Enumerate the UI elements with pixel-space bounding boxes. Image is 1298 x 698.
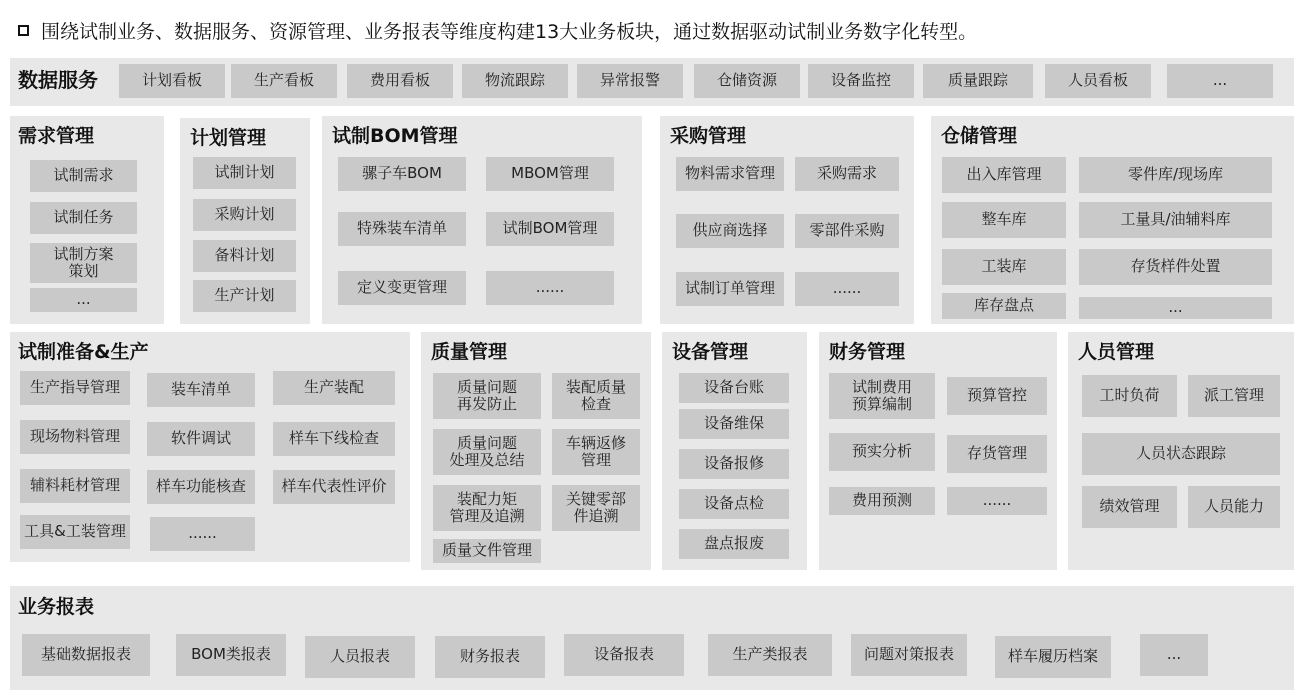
panel-title-finance: 财务管理 xyxy=(829,341,906,363)
quality-item: 质量问题 处理及总结 xyxy=(433,429,541,475)
warehouse-item: 整车库 xyxy=(942,202,1066,238)
report-item: 问题对策报表 xyxy=(851,634,967,676)
plan-item: 试制计划 xyxy=(193,157,296,189)
heading-text: 围绕试制业务、数据服务、资源管理、业务报表等维度构建13大业务板块，通过数据驱动试制业务数字化转型。 xyxy=(41,20,978,43)
purchase-item: 物料需求管理 xyxy=(676,157,784,191)
warehouse-item: 存货样件处置 xyxy=(1079,249,1272,285)
data-service-item: 计划看板 xyxy=(119,64,225,98)
bom-item: MBOM管理 xyxy=(486,157,614,191)
panel-title-plan: 计划管理 xyxy=(190,127,267,149)
personnel-item: 派工管理 xyxy=(1188,375,1280,417)
report-item: 基础数据报表 xyxy=(22,634,150,676)
report-item: 人员报表 xyxy=(305,636,415,678)
data-service-item: 费用看板 xyxy=(347,64,453,98)
quality-item: 装配质量 检查 xyxy=(552,373,640,419)
production-item: 装车清单 xyxy=(147,373,255,407)
warehouse-item: 工装库 xyxy=(942,249,1066,285)
panel-title-warehouse: 仓储管理 xyxy=(941,125,1018,147)
report-item: ... xyxy=(1140,634,1208,676)
warehouse-item: 出入库管理 xyxy=(942,157,1066,193)
plan-item: 生产计划 xyxy=(193,280,296,312)
demand-item: ... xyxy=(30,288,137,312)
finance-item: 预实分析 xyxy=(829,433,935,471)
data-service-item: 仓储资源 xyxy=(694,64,800,98)
production-item: 软件调试 xyxy=(147,422,255,456)
demand-item: 试制任务 xyxy=(30,202,137,234)
bom-item: ...... xyxy=(486,271,614,305)
purchase-item: 供应商选择 xyxy=(676,214,784,248)
warehouse-item: ... xyxy=(1079,297,1272,319)
warehouse-item: 库存盘点 xyxy=(942,293,1066,319)
report-item: 财务报表 xyxy=(435,636,545,678)
warehouse-item: 工量具/油辅料库 xyxy=(1079,202,1272,238)
purchase-item: ...... xyxy=(795,272,899,306)
quality-item: 装配力矩 管理及追溯 xyxy=(433,485,541,531)
bom-item: 试制BOM管理 xyxy=(486,212,614,246)
panel-title-reports: 业务报表 xyxy=(18,596,95,618)
equipment-item: 设备点检 xyxy=(679,489,789,519)
production-item: ...... xyxy=(150,517,255,551)
data-service-item: 物流跟踪 xyxy=(462,64,568,98)
report-item: 设备报表 xyxy=(564,634,684,676)
data-service-item: 人员看板 xyxy=(1045,64,1151,98)
demand-item: 试制需求 xyxy=(30,160,137,192)
report-item: 生产类报表 xyxy=(708,634,832,676)
panel-title-equipment: 设备管理 xyxy=(672,341,749,363)
equipment-item: 设备维保 xyxy=(679,409,789,439)
panel-title-bom: 试制BOM管理 xyxy=(332,125,458,147)
production-item: 工具&工装管理 xyxy=(20,515,130,549)
personnel-item: 人员状态跟踪 xyxy=(1082,433,1280,475)
plan-item: 采购计划 xyxy=(193,199,296,231)
report-item: BOM类报表 xyxy=(176,634,286,676)
finance-item: 存货管理 xyxy=(947,435,1047,473)
data-service-item: 生产看板 xyxy=(231,64,337,98)
bom-item: 定义变更管理 xyxy=(338,271,466,305)
bom-item: 骡子车BOM xyxy=(338,157,466,191)
panel-title-personnel: 人员管理 xyxy=(1078,341,1155,363)
personnel-item: 人员能力 xyxy=(1188,486,1280,528)
bom-item: 特殊装车清单 xyxy=(338,212,466,246)
finance-item: ...... xyxy=(947,487,1047,515)
equipment-item: 设备台账 xyxy=(679,373,789,403)
quality-item: 质量问题 再发防止 xyxy=(433,373,541,419)
warehouse-item: 零件库/现场库 xyxy=(1079,157,1272,193)
data-service-item: ... xyxy=(1167,64,1273,98)
production-item: 生产装配 xyxy=(273,371,395,405)
finance-item: 试制费用 预算编制 xyxy=(829,373,935,419)
production-item: 样车代表性评价 xyxy=(273,470,395,504)
panel-title-purchase: 采购管理 xyxy=(670,125,747,147)
panel-title-quality: 质量管理 xyxy=(431,341,508,363)
purchase-item: 试制订单管理 xyxy=(676,272,784,306)
panel-title-data-service: 数据服务 xyxy=(18,68,98,92)
data-service-item: 设备监控 xyxy=(808,64,914,98)
quality-item: 质量文件管理 xyxy=(433,539,541,563)
equipment-item: 盘点报废 xyxy=(679,529,789,559)
production-item: 样车下线检查 xyxy=(273,422,395,456)
plan-item: 备料计划 xyxy=(193,240,296,272)
report-item: 样车履历档案 xyxy=(995,636,1111,678)
purchase-item: 零部件采购 xyxy=(795,214,899,248)
production-item: 生产指导管理 xyxy=(20,371,130,405)
production-item: 辅料耗材管理 xyxy=(20,469,130,503)
production-item: 现场物料管理 xyxy=(20,420,130,454)
quality-item: 车辆返修 管理 xyxy=(552,429,640,475)
data-service-item: 异常报警 xyxy=(577,64,683,98)
square-bullet-icon xyxy=(18,25,29,36)
page-heading xyxy=(18,15,977,45)
equipment-item: 设备报修 xyxy=(679,449,789,479)
production-item: 样车功能核查 xyxy=(147,470,255,504)
personnel-item: 绩效管理 xyxy=(1082,486,1177,528)
panel-title-demand: 需求管理 xyxy=(18,125,95,147)
purchase-item: 采购需求 xyxy=(795,157,899,191)
demand-item: 试制方案 策划 xyxy=(30,243,137,283)
quality-item: 关键零部 件追溯 xyxy=(552,485,640,531)
panel-title-production: 试制准备&生产 xyxy=(18,341,149,363)
finance-item: 费用预测 xyxy=(829,487,935,515)
personnel-item: 工时负荷 xyxy=(1082,375,1177,417)
finance-item: 预算管控 xyxy=(947,377,1047,415)
data-service-item: 质量跟踪 xyxy=(923,64,1033,98)
